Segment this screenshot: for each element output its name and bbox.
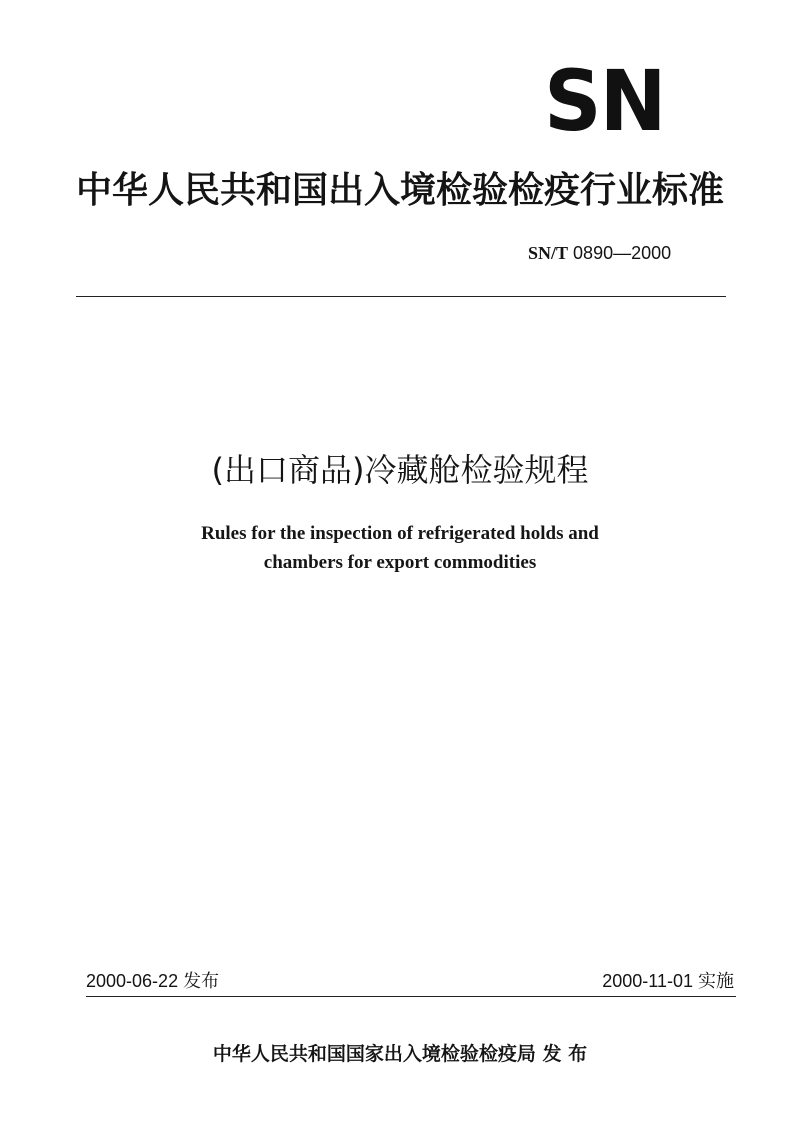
sn-logo: SN [544,52,665,151]
standard-number-value: 0890—2000 [573,243,672,263]
standard-number [528,242,671,264]
header-divider [76,296,726,297]
document-title-english-line2: chambers for export commodities [263,552,537,573]
document-title-english-line1: Rules for the inspection of refrigerated holds and [201,523,599,544]
issuing-authority: 中华人民共和国国家出入境检验检疫局 发 布 [212,1043,588,1065]
document-title-chinese: (出口商品)冷藏舱检验规程 [211,451,589,489]
standard-category-title: 中华人民共和国出入境检验检疫行业标准 [75,170,724,211]
issue-date: 2000-06-22 发布 [86,971,220,991]
standard-prefix: SN/T [528,243,569,263]
implementation-date: 2000-11-01 实施 [602,971,734,991]
footer-divider [86,996,736,997]
